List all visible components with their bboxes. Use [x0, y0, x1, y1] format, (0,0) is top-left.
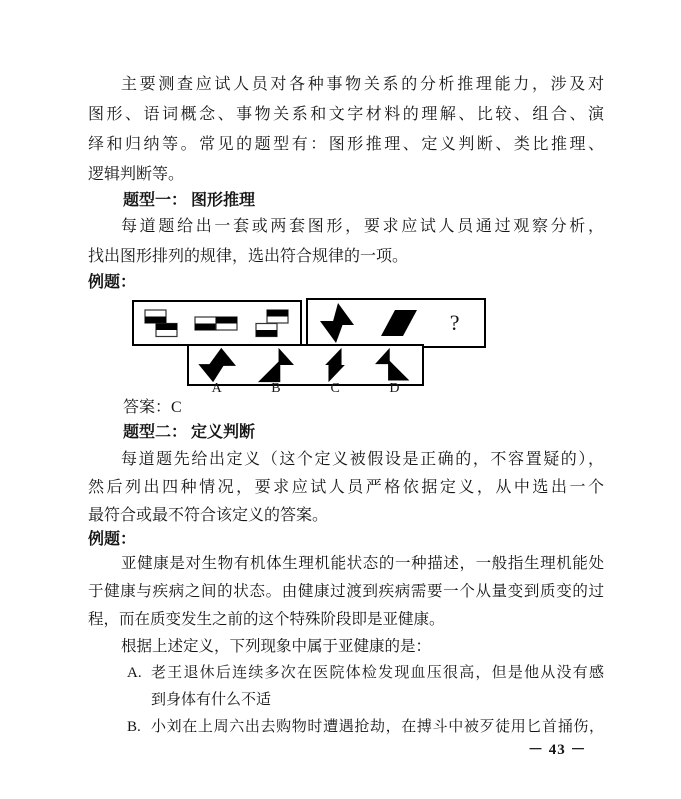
option-label-b: B	[271, 381, 281, 396]
figure-reasoning-puzzle	[88, 298, 604, 396]
section1-heading: 题型一： 图形推理	[123, 192, 256, 209]
puzzle-options-box	[187, 344, 424, 386]
option-a-text	[151, 660, 604, 714]
option-b-label: B.	[127, 719, 141, 735]
puzzle-box-first-set	[132, 300, 302, 346]
definition-line: 于健康与疾病之间的状态。由健康过渡到疾病需要一个从量变到质变的过	[88, 583, 604, 600]
option-label-c: C	[330, 381, 340, 396]
question-mark: ?	[449, 310, 460, 335]
definition-line: 程，而在质变发生之前的这个特殊阶段即是亚健康。	[88, 611, 445, 628]
section2-line: 每道题先给出定义（这个定义被假设是正确的，不容置疑的），	[121, 451, 604, 468]
page-number: － 43 －	[528, 742, 587, 758]
rect-pair-diagonal-up-figure	[245, 309, 300, 338]
definition-option-a	[88, 660, 604, 714]
intro-line: 主要测查应试人员对各种事物关系的分析推理能力，涉及对	[121, 76, 604, 93]
rect-pair-diagonal-down-figure	[134, 309, 189, 338]
option-label-a: A	[211, 381, 222, 396]
section1-line: 找出图形排列的规律，选出符合规律的一项。	[88, 248, 409, 265]
intro-line: 逻辑判断等。	[88, 166, 185, 183]
option-a-figure	[189, 347, 247, 383]
option-b-text	[151, 714, 604, 741]
example-label: 例题：	[88, 274, 137, 291]
section2-line: 然后列出四种情况，要求应试人员严格依据定义，从中选出一个	[88, 479, 604, 496]
question-line: 根据上述定义，下列现象中属于亚健康的是：	[121, 638, 432, 655]
section1-line: 每道题给出一套或两套图形，要求应试人员通过观察分析，	[121, 218, 604, 235]
intro-line: 绎和归纳等。常见的题型有：图形推理、定义判断、类比推理、	[88, 136, 604, 153]
option-label-d: D	[389, 381, 400, 396]
lightning-bolt-icon	[308, 302, 367, 344]
option-c-figure	[306, 347, 364, 383]
section2-line: 最符合或最不符合该定义的答案。	[88, 507, 329, 524]
option-a-line: 老王退休后连续多次在医院体检发现血压很高，但是他从没有感	[151, 665, 604, 681]
answer-line: 答案：C	[123, 399, 182, 416]
example-label: 例题：	[88, 531, 137, 548]
option-labels-row	[187, 382, 424, 396]
option-b-figure	[247, 347, 305, 383]
definition-option-b	[88, 714, 604, 741]
definition-line: 亚健康是对生物有机体生理机能状态的一种描述，一般指生理机能处	[121, 555, 604, 572]
parallelogram-icon	[367, 304, 426, 342]
rect-pair-horizontal-figure	[189, 309, 244, 338]
option-b-line: 小刘在上周六出去购物时遭遇抢劫，在搏斗中被歹徒用匕首捅伤，	[151, 719, 604, 735]
option-d-figure	[364, 347, 422, 383]
option-a-line: 到身体有什么不适	[151, 692, 272, 708]
page-content	[88, 70, 604, 741]
puzzle-box-second-set	[306, 298, 486, 348]
section2-heading: 题型二： 定义判断	[123, 424, 256, 441]
option-a-label: A.	[127, 665, 142, 681]
intro-line: 图形、语词概念、事物关系和文字材料的理解、比较、组合、演	[88, 106, 604, 123]
